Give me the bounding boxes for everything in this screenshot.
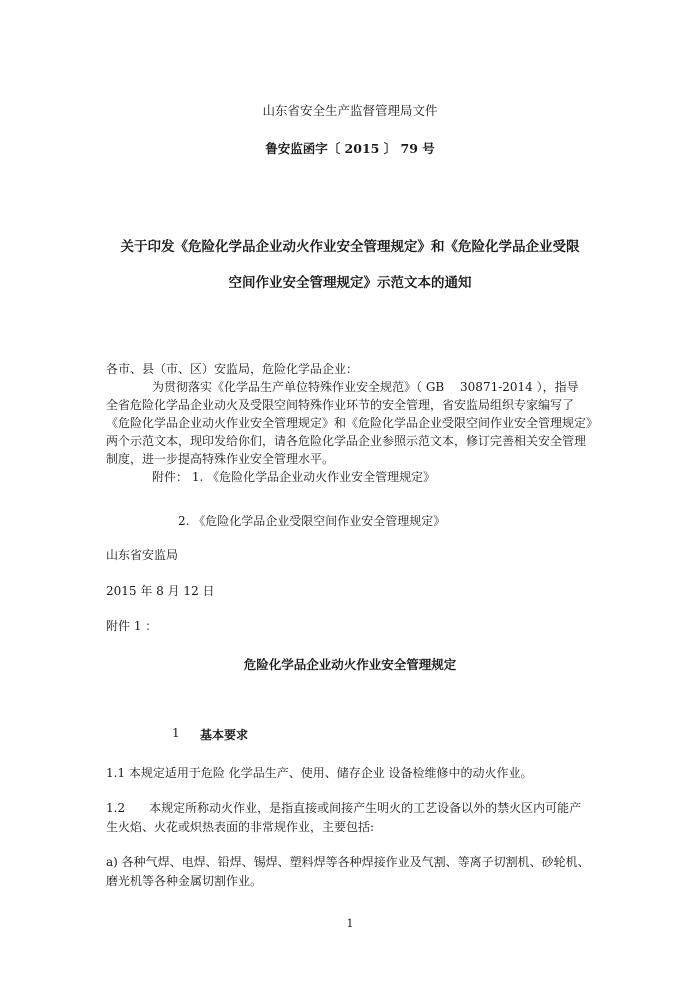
page-number: 1 — [346, 917, 354, 930]
body-line: 两个示范文本，现印发给你们，请各危险化学品企业参照示范文本，修订完善相关安全管理 — [106, 434, 587, 448]
notice-body — [106, 360, 599, 486]
item-a-line-1: a) 各种气焊、电焊、铅焊、锡焊、塑料焊等各种焊接作业及气割、等离子切割机、砂轮机、 — [106, 855, 590, 869]
signature: 山东省安监局 — [106, 548, 179, 562]
salutation: 各市、县（市、区）安监局，危险化学品企业： — [106, 362, 359, 376]
body-line: 《危险化学品企业动火作业安全管理规定》和《危险化学品企业受限空间作业安全管理规定》 — [106, 416, 599, 430]
clause-1-2-line-2: 生火焰、火花或炽热表面的非常规作业，主要包括: — [106, 820, 375, 834]
section-number: 1 — [172, 726, 180, 740]
body-line: 为贯彻落实《化学品生产单位特殊作业安全规范》（ GB 30871-2014 ），指导 — [152, 380, 579, 394]
clause-1-1: 1.1 本规定适用于危险 化学品生产、使用、储存企业 设备检维修中的动火作业。 — [106, 766, 533, 780]
issue-date: 2015 年 8 月 12 日 — [106, 584, 215, 598]
section-title: 基本要求 — [200, 728, 249, 742]
attachment-2: 2. 《危险化学品企业受限空间作业安全管理规定》 — [178, 514, 446, 528]
item-a-line-2: 磨光机等各种金属切割作业。 — [106, 874, 263, 888]
issuer-heading: 山东省安全生产监督管理局文件 — [262, 103, 438, 118]
body-line: 全省危险化学品企业动火及受限空间特殊作业环节的安全管理，省安监局组织专家编写了 — [106, 398, 575, 412]
document-number: 鲁安监函字〔 2015 〕 79 号 — [265, 141, 435, 156]
notice-title-line-1: 关于印发《危险化学品企业动火作业安全管理规定》和《危险化学品企业受限 — [120, 239, 580, 255]
notice-title-line-2: 空间作业安全管理规定》示范文本的通知 — [228, 275, 472, 291]
appendix-title: 危险化学品企业动火作业安全管理规定 — [243, 657, 457, 672]
body-line: 制度，进一步提高特殊作业安全管理水平。 — [106, 452, 335, 466]
clause-1-2-line-1: 1.2 本规定所称动火作业，是指直接或间接产生明火的工艺设备以外的禁火区内可能产 — [106, 801, 582, 815]
appendix-label: 附件 1 ： — [106, 619, 158, 633]
attachment-1: 附件： 1. 《危险化学品企业动火作业安全管理规定》 — [152, 470, 436, 484]
